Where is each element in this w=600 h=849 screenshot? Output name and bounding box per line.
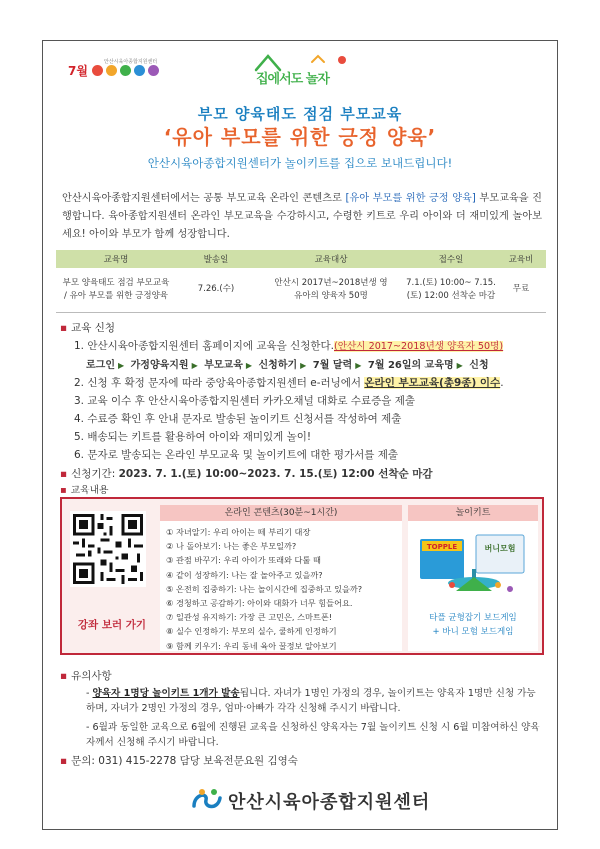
list-item: ③ 관점 바꾸기: 우리 아이가 또래와 다툴 때 bbox=[166, 555, 321, 566]
footer-logo bbox=[190, 786, 431, 816]
content-box bbox=[60, 497, 544, 655]
list-item: ① 자녀알기: 우리 아이는 떼 부리기 대장 bbox=[166, 527, 311, 537]
brand-small-text: 안산시육아종합지원센터 bbox=[104, 59, 158, 65]
qr-code-icon bbox=[70, 511, 146, 587]
kit-box-title: TOPPLE bbox=[426, 543, 458, 551]
qr-code[interactable] bbox=[70, 511, 146, 587]
kit-caption: + 바니 모험 보드게임 bbox=[432, 627, 514, 637]
note-text: 됩니다. 자녀가 1명인 가정의 경우, 놀이키트는 양육자 1명만 신청 가능하며, 자녀가 2명인 가정의 경우, 엄마·아빠가 각각 신청해 주시기 바랍니다. bbox=[86, 688, 536, 714]
step-item: 5. 배송되는 키트를 활용하여 아이와 재미있게 놀이! bbox=[74, 431, 312, 443]
table-header: 접수일 bbox=[406, 250, 496, 268]
table-cell: 안산시 2017년~2018년생 영유아의 양육자 50명 bbox=[256, 268, 406, 312]
path-step: 7월 26일의 교육명 bbox=[367, 360, 454, 371]
online-contents-panel bbox=[160, 505, 402, 651]
list-item: ⑨ 함께 키우기: 우리 동네 육아 꿀정보 알아보기 bbox=[166, 640, 337, 651]
brand-badge bbox=[90, 58, 162, 78]
org-logo-icon bbox=[190, 786, 224, 814]
section-heading bbox=[60, 482, 109, 496]
section-title: 교육내용 bbox=[70, 485, 109, 496]
subtitle: 안산시육아종합지원센터가 놀이키트를 집으로 보내드립니다! bbox=[147, 156, 453, 170]
table-header: 교육대상 bbox=[256, 250, 406, 268]
step-note: (안산시 2017~2018년생 양육자 50명) bbox=[334, 341, 504, 352]
arrow-right-icon: ▶ bbox=[117, 361, 125, 370]
table-header: 교육명 bbox=[56, 250, 176, 268]
step-item bbox=[74, 375, 504, 390]
list-item: ② 나 돌아보기: 나는 좋은 부모일까? bbox=[166, 541, 297, 552]
lecture-link[interactable]: 강좌 보러 가기 bbox=[77, 619, 147, 631]
brand-dot-icon bbox=[148, 65, 159, 76]
arrow-right-icon: ▶ bbox=[245, 361, 253, 370]
table-cell: 부모 양육태도 점검 부모교육 / 유아 부모를 위한 긍정양육 bbox=[56, 268, 176, 312]
play-kit-panel bbox=[408, 505, 538, 651]
path-step: 부모교육 bbox=[204, 360, 243, 371]
note-item: - 6월과 동일한 교육으로 6월에 진행된 교육을 신청하신 양육자는 7월 놀이키트 신청 시 6월 미참여하신 양육자께서 신청해 주시기 바랍니다. bbox=[86, 722, 540, 748]
section-heading bbox=[60, 668, 112, 683]
apply-period bbox=[60, 466, 433, 481]
section-title: 유의사항 bbox=[71, 670, 112, 682]
table-header-row bbox=[56, 250, 546, 268]
note-emphasis: 양육자 1명당 놀이키트 1개가 발송 bbox=[92, 688, 240, 699]
arrow-right-icon: ▶ bbox=[191, 361, 198, 370]
contact-info bbox=[60, 753, 298, 768]
table-header: 발송일 bbox=[176, 250, 256, 268]
list-item: ⑤ 온전히 집중하기: 나는 놀이시간에 집중하고 있을까? bbox=[166, 583, 363, 594]
table-cell: 7.26.(수) bbox=[176, 268, 256, 312]
path-step: 7월 달력 bbox=[312, 360, 353, 371]
brand-dot-icon bbox=[134, 65, 145, 76]
path-step: 신청하기 bbox=[258, 360, 298, 371]
kit-box-title: 버니모험 bbox=[484, 544, 516, 553]
table-cell: 무료 bbox=[496, 268, 546, 312]
note-text: - bbox=[86, 688, 93, 699]
org-name: 안산시육아종합지원센터 bbox=[228, 792, 431, 813]
apply-path bbox=[86, 356, 489, 371]
arrow-right-icon: ▶ bbox=[456, 361, 463, 370]
period-value: 2023. 7. 1.(토) 10:00~2023. 7. 15.(토) 12:00 선착순 마감 bbox=[118, 468, 433, 480]
month-label: 7월 bbox=[68, 64, 88, 78]
intro-text: 부모교육을 진행합니다. 육아종합지원센터 온라인 부모교육을 수강하시고, 수령한 키트로 우리 아이와 더 재미있게 놀아보세요! 아이와 부모가 함께 성장합니다. bbox=[62, 193, 543, 240]
section-title: 교육 신청 bbox=[71, 322, 116, 334]
brand-dot-icon bbox=[92, 65, 103, 76]
step-text: 1. 안산시육아종합지원센터 홈페이지에 교육을 신청한다. bbox=[74, 340, 334, 352]
kit-caption: 타플 균형잡기 보드게임 bbox=[429, 613, 517, 623]
step-item bbox=[74, 338, 503, 353]
step-highlight: 온라인 부모교육(총9종) 이수 bbox=[364, 377, 501, 389]
step-text: 2. 신청 후 확정 문자에 따라 중앙육아종합지원센터 e-러닝에서 bbox=[74, 377, 365, 389]
title-main: ‘유아 부모를 위한 긍정 양육’ bbox=[163, 125, 437, 149]
list-item: ⑧ 실수 인정하기: 부모의 실수, 쿨하게 인정하기 bbox=[166, 626, 337, 637]
bullet-icon: ▪ bbox=[60, 322, 68, 334]
bullet-icon: ▪ bbox=[60, 755, 68, 767]
brand-dot-icon bbox=[120, 65, 131, 76]
bullet-icon: ▪ bbox=[60, 670, 68, 682]
brand-dot-icon bbox=[106, 65, 117, 76]
panel-header: 놀이키트 bbox=[408, 505, 538, 521]
intro-highlight: [유아 부모를 위한 긍정 양육] bbox=[345, 193, 476, 204]
path-step: 로그인 bbox=[86, 360, 115, 371]
table-row bbox=[56, 268, 546, 312]
note-item bbox=[86, 686, 541, 716]
period-label: 신청기간: bbox=[71, 468, 119, 480]
bullet-icon: ▪ bbox=[60, 485, 67, 496]
step-text: . bbox=[500, 377, 504, 389]
panel-header: 온라인 콘텐츠(30분~1시간) bbox=[160, 505, 402, 521]
intro-paragraph bbox=[62, 190, 542, 244]
play-kit-image bbox=[416, 531, 530, 597]
table-header: 교육비 bbox=[496, 250, 546, 268]
logo-text: 집에서도 놀자 bbox=[256, 72, 329, 87]
logo bbox=[252, 48, 352, 92]
section-heading bbox=[60, 320, 115, 335]
table-cell: 7.1.(토) 10:00~ 7.15.(토) 12:00 선착순 마감 bbox=[406, 268, 496, 312]
arrow-right-icon: ▶ bbox=[355, 361, 362, 370]
contact-text: 문의: 031) 415-2278 담당 보육전문요원 김영숙 bbox=[71, 755, 298, 767]
intro-text: 안산시육아종합지원센터에서는 공통 부모교육 온라인 콘텐츠로 bbox=[62, 193, 346, 204]
bullet-icon: ▪ bbox=[60, 468, 68, 480]
list-item: ⑦ 일관성 유지하기: 가장 큰 고민은, 스마트폰! bbox=[166, 612, 333, 623]
path-step: 가정양육지원 bbox=[130, 360, 189, 371]
step-item: 4. 수료증 확인 후 안내 문자로 발송된 놀이키트 신청서를 작성하여 제출 bbox=[74, 413, 402, 425]
arrow-right-icon: ▶ bbox=[300, 361, 307, 370]
step-item: 6. 문자로 발송되는 온라인 부모교육 및 놀이키트에 대한 평가서를 제출 bbox=[74, 449, 399, 461]
title-primary: 부모 양육태도 점검 부모교육 bbox=[197, 105, 403, 123]
list-item: ⑥ 경청하고 공감하기: 아이와 대화가 너무 힘들어요. bbox=[166, 597, 353, 608]
list-item: ④ 같이 성장하기: 나는 잘 놀아주고 있을까? bbox=[166, 569, 323, 580]
online-contents-list bbox=[160, 521, 402, 655]
path-step: 신청 bbox=[469, 360, 489, 371]
step-item: 3. 교육 이수 후 안산시육아종합지원센터 카카오채널 대화로 수료증을 제출 bbox=[74, 395, 416, 407]
education-table bbox=[56, 250, 546, 313]
